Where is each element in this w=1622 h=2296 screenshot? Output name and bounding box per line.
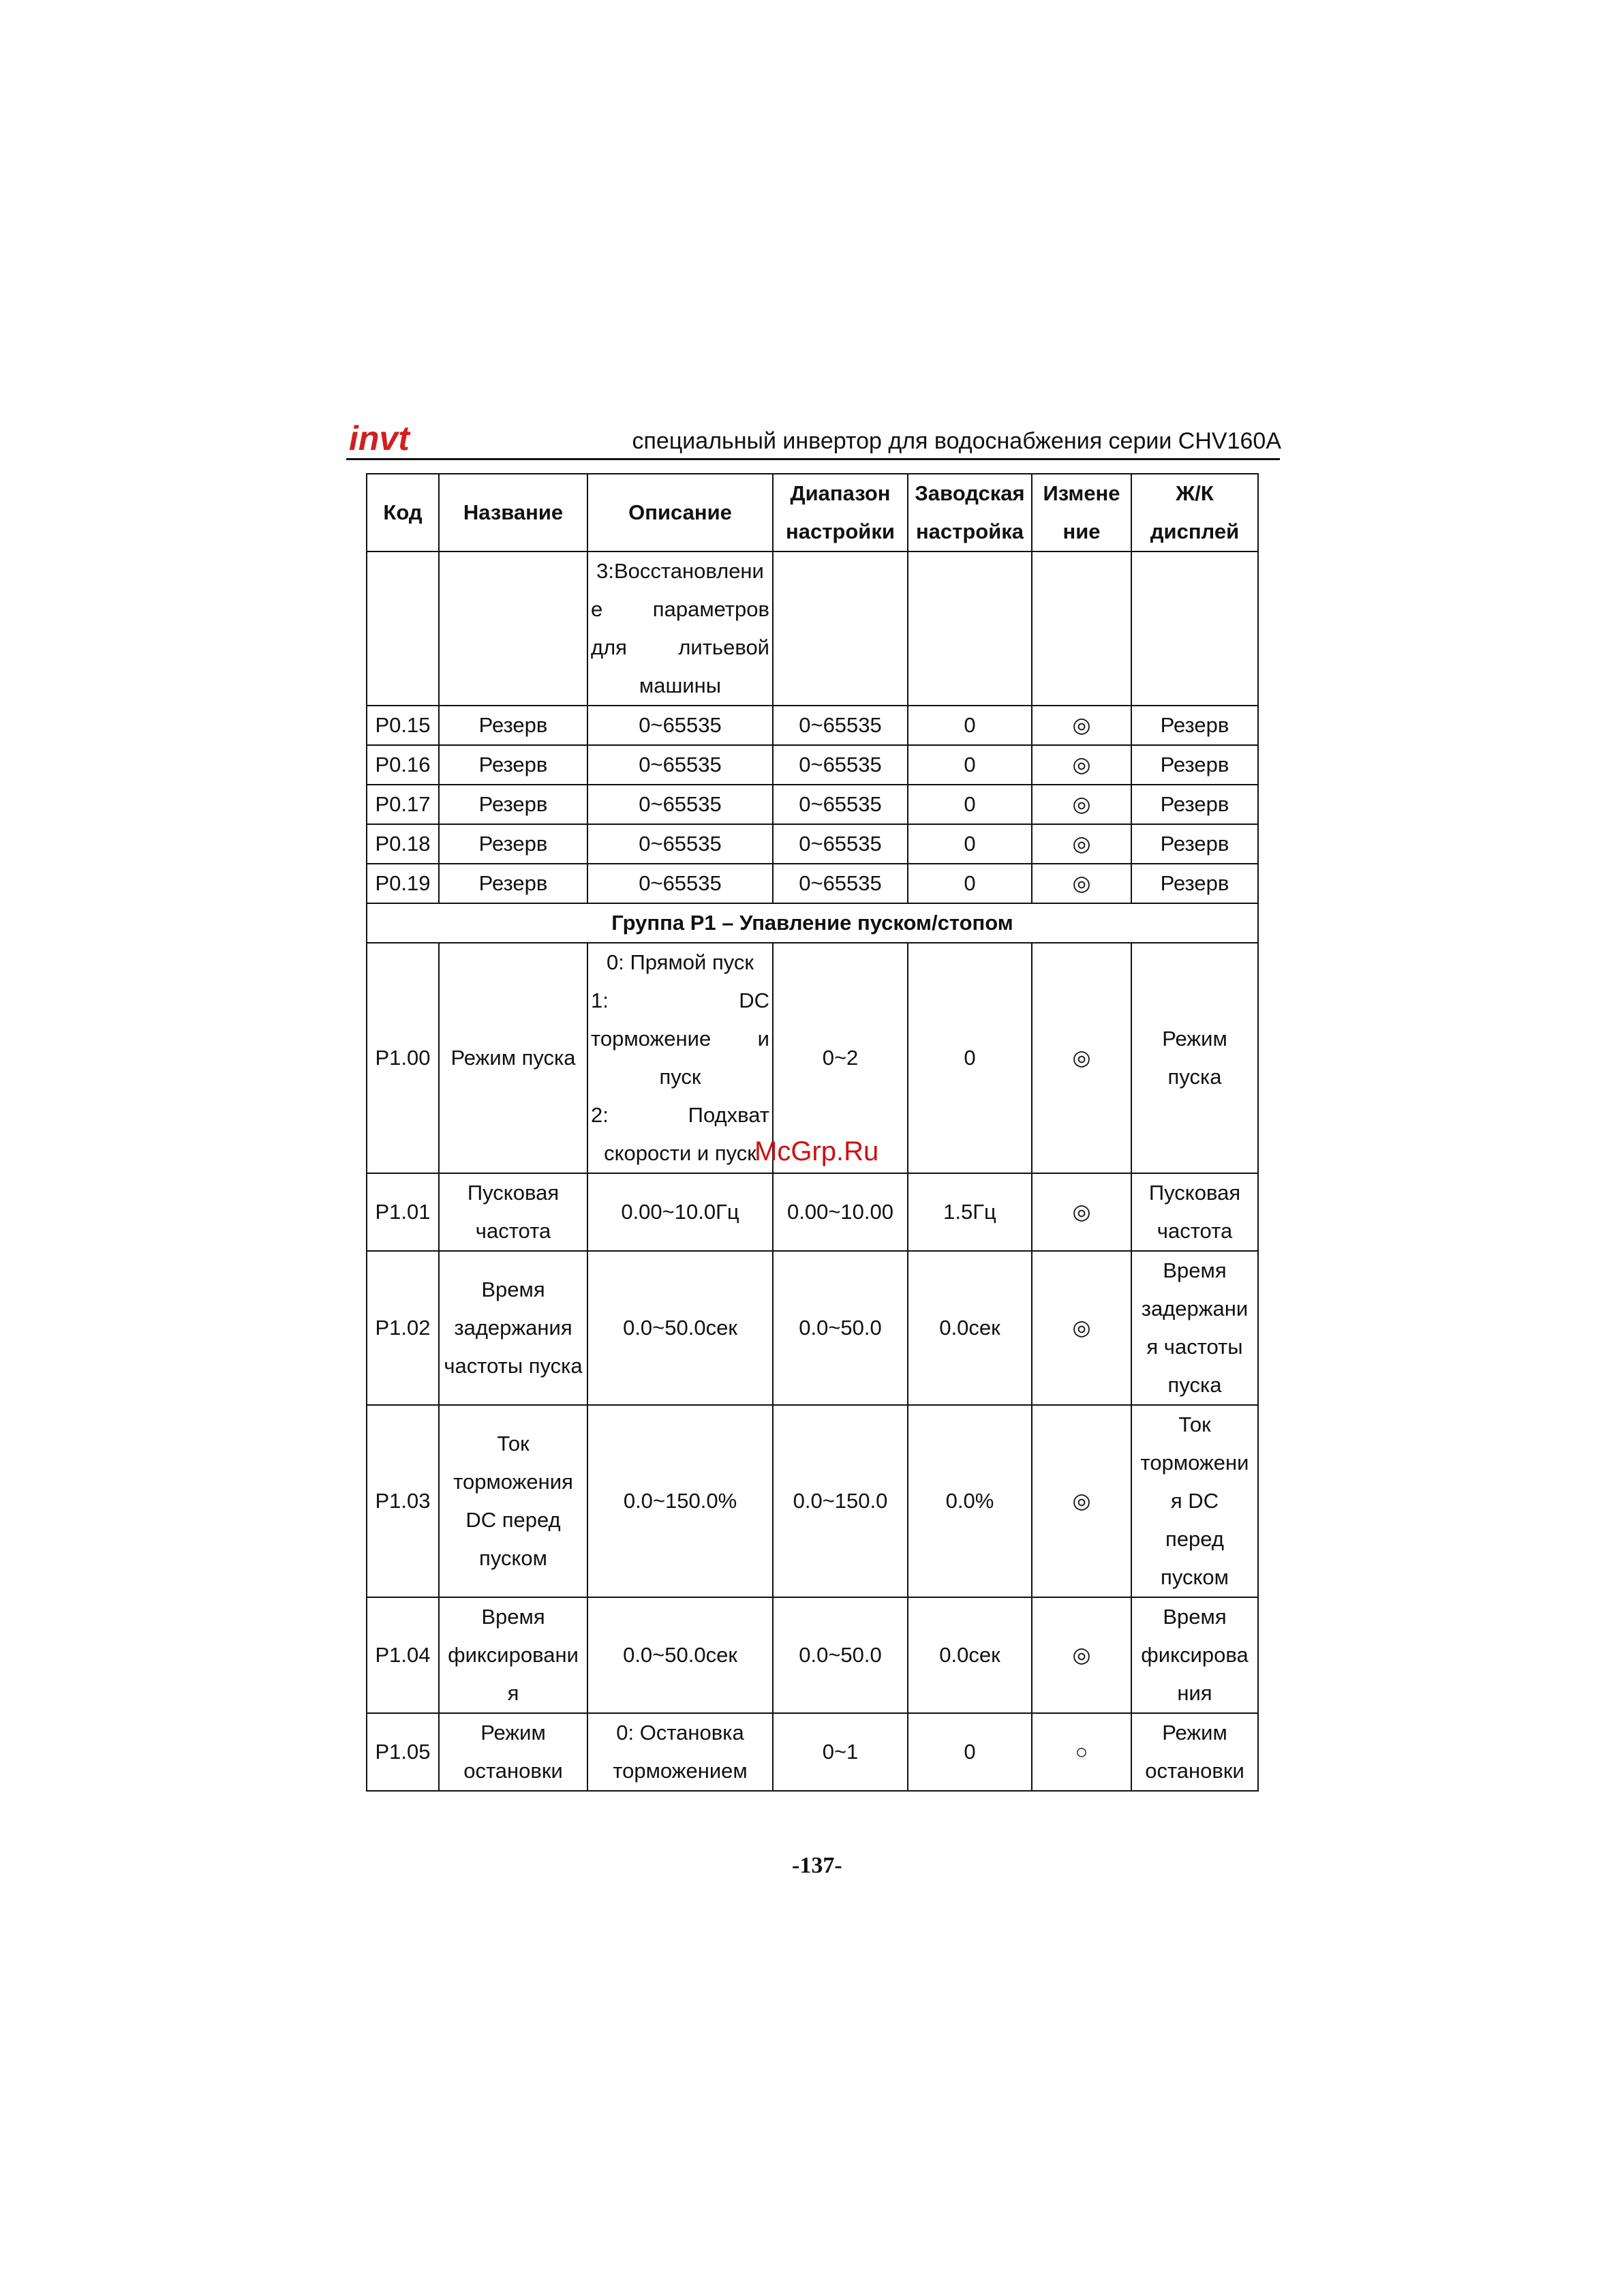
lcd-cell: Резерв [1131, 824, 1258, 864]
description-cell: 0: Остановка торможением [587, 1713, 773, 1791]
description-cell: 0.00~10.0Гц [587, 1173, 773, 1251]
range-cell: 0~65535 [773, 864, 908, 903]
name-cell: Время фиксировани я [439, 1597, 587, 1713]
range-cell: 0.00~10.00 [773, 1173, 908, 1251]
description-cell: 0: Прямой пуск 1: DC торможение и пуск 2: Подхват скорости и пуск [587, 943, 773, 1173]
lcd-cell: Пусковая частота [1131, 1173, 1258, 1251]
column-header-code: Код [367, 474, 439, 552]
name-cell: Время задержания частоты пуска [439, 1251, 587, 1405]
description-cell: 0~65535 [587, 706, 773, 745]
lcd-cell: Режим остановки [1131, 1713, 1258, 1791]
change-cell: ◎ [1032, 1173, 1131, 1251]
code-cell: P1.04 [367, 1597, 439, 1713]
change-cell: ◎ [1032, 943, 1131, 1173]
code-cell: P1.03 [367, 1405, 439, 1597]
range-cell: 0~1 [773, 1713, 908, 1791]
column-header-lcd: Ж/К дисплей [1131, 474, 1258, 552]
name-cell: Резерв [439, 785, 587, 824]
page-number: -137- [792, 1853, 842, 1878]
change-cell: ◎ [1032, 1405, 1131, 1597]
change-cell: ◎ [1032, 824, 1131, 864]
group-row [367, 903, 1258, 943]
change-cell: ◎ [1032, 1251, 1131, 1405]
range-cell: 0.0~50.0 [773, 1251, 908, 1405]
watermark-text: McGrp.Ru [754, 1136, 879, 1166]
column-header-change: Измене ние [1032, 474, 1131, 552]
column-header-description: Описание [587, 474, 773, 552]
range-cell: 0~2 [773, 943, 908, 1173]
default-cell: 0 [908, 745, 1032, 785]
code-cell: P1.00 [367, 943, 439, 1173]
lcd-cell: Резерв [1131, 706, 1258, 745]
default-cell: 0 [908, 706, 1032, 745]
change-cell: ◎ [1032, 864, 1131, 903]
description-cell: 0~65535 [587, 824, 773, 864]
lcd-cell: Время фиксирова ния [1131, 1597, 1258, 1713]
code-cell: P1.05 [367, 1713, 439, 1791]
description-cell: 0.0~50.0сек [587, 1251, 773, 1405]
range-cell: 0.0~150.0 [773, 1405, 908, 1597]
table-row [367, 1251, 1258, 1405]
range-cell: 0~65535 [773, 824, 908, 864]
table-row [367, 745, 1258, 785]
default-cell: 0 [908, 943, 1032, 1173]
change-cell: ◎ [1032, 1597, 1131, 1713]
code-cell: P0.17 [367, 785, 439, 824]
table-row [367, 1405, 1258, 1597]
table-row [367, 1713, 1258, 1791]
lcd-cell: Резерв [1131, 745, 1258, 785]
table-row [367, 706, 1258, 745]
description-cell: 0~65535 [587, 864, 773, 903]
range-cell: 0.0~50.0 [773, 1597, 908, 1713]
column-header-name: Название [439, 474, 587, 552]
table-row [367, 552, 1258, 706]
code-cell: P1.02 [367, 1251, 439, 1405]
table-row [367, 785, 1258, 824]
lcd-cell: Режим пуска [1131, 943, 1258, 1173]
default-cell: 0 [908, 785, 1032, 824]
change-cell: ○ [1032, 1713, 1131, 1791]
default-cell: 0 [908, 824, 1032, 864]
range-cell: 0~65535 [773, 785, 908, 824]
header-divider [346, 458, 1280, 460]
parameter-table [366, 473, 1259, 1792]
change-cell: ◎ [1032, 785, 1131, 824]
lcd-cell: Резерв [1131, 864, 1258, 903]
column-header-range: Диапазон настройки [773, 474, 908, 552]
name-cell: Резерв [439, 824, 587, 864]
lcd-cell: Ток торможени я DC перед пуском [1131, 1405, 1258, 1597]
table-header-row [367, 474, 1258, 552]
description-cell: 0~65535 [587, 745, 773, 785]
range-cell: 0~65535 [773, 706, 908, 745]
name-cell: Резерв [439, 745, 587, 785]
range-cell: 0~65535 [773, 745, 908, 785]
default-cell: 0.0сек [908, 1597, 1032, 1713]
description-cell: 0.0~50.0сек [587, 1597, 773, 1713]
column-header-default: Заводская настройка [908, 474, 1032, 552]
default-cell: 0.0% [908, 1405, 1032, 1597]
code-cell: P0.19 [367, 864, 439, 903]
name-cell: Режим пуска [439, 943, 587, 1173]
change-cell: ◎ [1032, 745, 1131, 785]
invt-logo [349, 420, 424, 457]
name-cell: Пусковая частота [439, 1173, 587, 1251]
table-row [367, 864, 1258, 903]
change-cell: ◎ [1032, 706, 1131, 745]
default-cell: 0.0сек [908, 1251, 1032, 1405]
code-cell: P0.18 [367, 824, 439, 864]
default-cell: 1.5Гц [908, 1173, 1032, 1251]
document-header-title: специальный инвертор для водоснабжения серии CHV160A [632, 428, 1281, 454]
name-cell: Ток торможения DC перед пуском [439, 1405, 587, 1597]
code-cell: P0.15 [367, 706, 439, 745]
table-row [367, 1173, 1258, 1251]
description-cell: 0.0~150.0% [587, 1405, 773, 1597]
svg-text:invt: invt [349, 420, 410, 457]
description-cell: 0~65535 [587, 785, 773, 824]
table-row [367, 824, 1258, 864]
name-cell: Режим остановки [439, 1713, 587, 1791]
code-cell: P0.16 [367, 745, 439, 785]
table-row [367, 1597, 1258, 1713]
name-cell: Резерв [439, 864, 587, 903]
lcd-cell: Резерв [1131, 785, 1258, 824]
name-cell: Резерв [439, 706, 587, 745]
code-cell: P1.01 [367, 1173, 439, 1251]
default-cell: 0 [908, 864, 1032, 903]
description-cell: 3:Восстановлени е параметров для литьевой машины [587, 552, 773, 706]
default-cell: 0 [908, 1713, 1032, 1791]
group-title: Группа P1 – Упавление пуском/стопом [367, 903, 1258, 943]
lcd-cell: Время задержани я частоты пуска [1131, 1251, 1258, 1405]
